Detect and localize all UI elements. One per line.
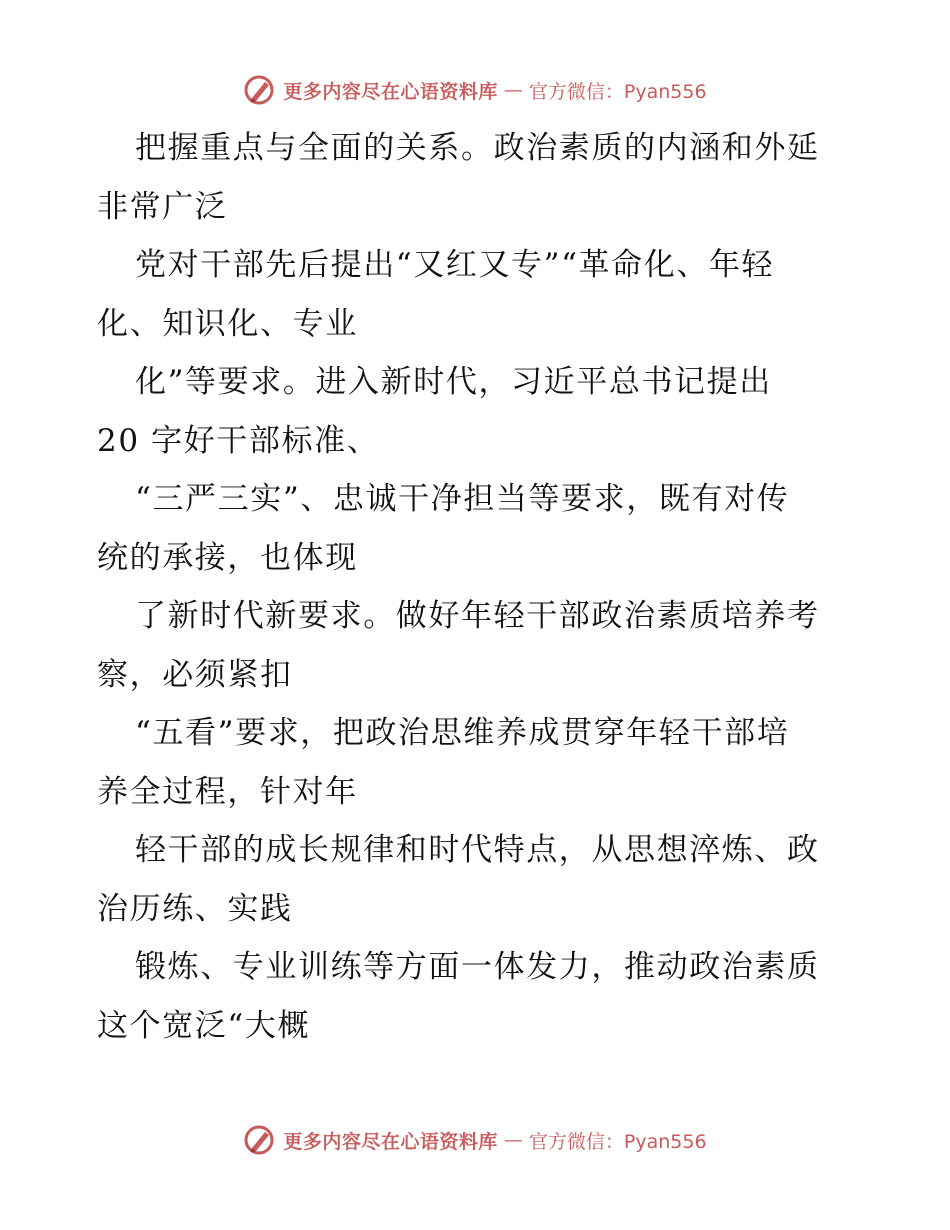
body-line: 治历练、实践 (97, 890, 293, 927)
pen-logo-icon (243, 73, 277, 107)
watermark-main-text: 更多内容尽在心语资料库 (283, 80, 498, 103)
body-line: 这个宽泛“大概 (97, 1007, 311, 1044)
body-line: 化、知识化、专业 (97, 305, 358, 342)
body-line: 化”等要求。进入新时代，习近平总书记提出 (135, 364, 772, 400)
watermark-wechat-text: 官方微信：Pyan556 (528, 1130, 707, 1153)
body-line: 非常广泛 (97, 188, 228, 225)
body-line: 20 字好干部标准、 (97, 422, 380, 459)
body-line: 锻炼、专业训练等方面一体发力，推动政治素质 (135, 949, 820, 985)
body-line: 把握重点与全面的关系。政治素质的内涵和外延 (135, 130, 820, 166)
body-line: 党对干部先后提出“又红又专”“革命化、年轻 (135, 247, 775, 283)
watermark-separator: — (503, 1129, 523, 1151)
body-line: 轻干部的成长规律和时代特点，从思想淬炼、政 (135, 832, 820, 868)
footer-watermark (0, 1120, 950, 1160)
body-line: 统的承接，也体现 (97, 539, 358, 576)
watermark-main-text: 更多内容尽在心语资料库 (283, 1130, 498, 1153)
body-line: 养全过程，针对年 (97, 773, 358, 810)
watermark-separator: — (503, 79, 523, 101)
header-watermark (0, 70, 950, 110)
document-body (97, 119, 857, 1055)
body-line: “三严三实”、忠诚干净担当等要求，既有对传 (135, 481, 790, 517)
body-line: “五看”要求，把政治思维养成贯穿年轻干部培 (135, 715, 790, 751)
watermark-wechat-text: 官方微信：Pyan556 (528, 80, 707, 103)
body-line: 了新时代新要求。做好年轻干部政治素质培养考 (135, 598, 820, 634)
pen-logo-icon (243, 1123, 277, 1157)
body-line: 察，必须紧扣 (97, 656, 293, 693)
